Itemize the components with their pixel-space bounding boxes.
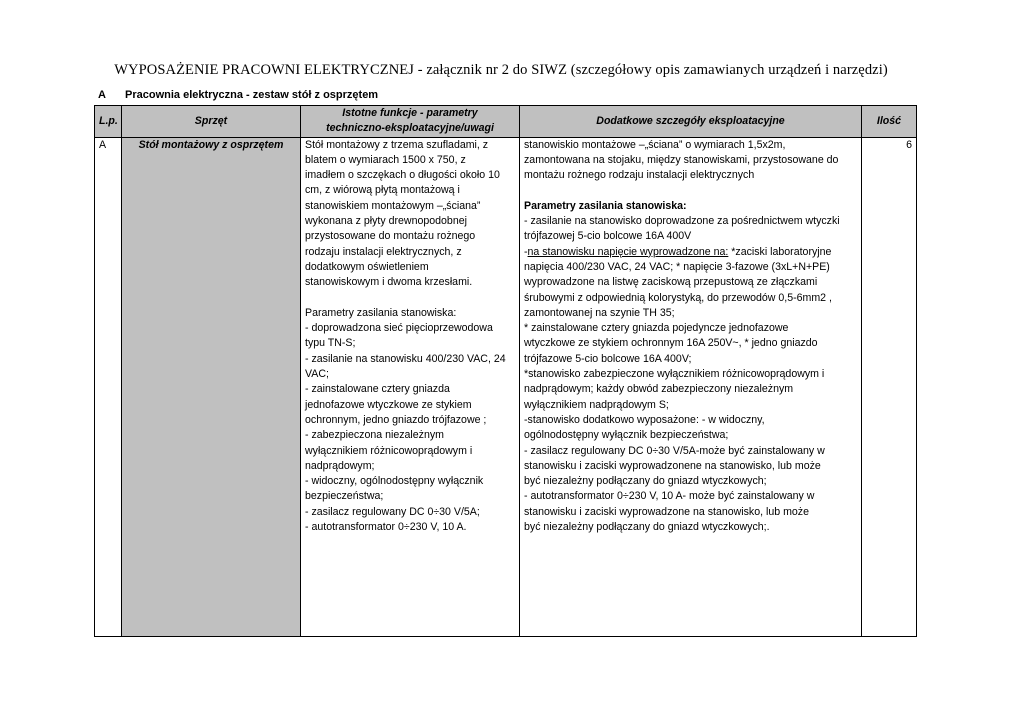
details-line: zamontowanej na szynie TH 35; [524, 306, 675, 319]
details-line: - autotransformator 0÷230 V, 10 A- może być zainstalowany w [524, 490, 815, 503]
functions-line: - zasilacz regulowany DC 0÷30 V/5A; [305, 505, 480, 518]
row-item: Stół montażowy z osprzętem [122, 137, 301, 636]
row-functions [301, 137, 520, 636]
details-line: wtyczkowe ze stykiem ochronnym 16A 250V~, * jedno gniazdo [524, 337, 818, 350]
functions-line: - autotransformator 0÷230 V, 10 A. [305, 521, 467, 534]
functions-line: imadłem o szczękach o długości około 10 [305, 169, 500, 182]
details-line: śrubowymi z odpowiednią kolorystyką, do przewodów 0,5-6mm2 , [524, 291, 832, 304]
details-line: trójfazowe 5-cio bolcowe 16A 400V; [524, 352, 692, 365]
functions-spacer [305, 291, 515, 306]
details-line: -stanowisko dodatkowo wyposażone: - w widoczny, [524, 413, 765, 426]
details-line: wyłącznikiem nadprądowym S; [524, 398, 669, 411]
functions-line: typu TN-S; [305, 337, 356, 350]
details-underline-suffix: *zaciski laboratoryjne [728, 245, 832, 258]
functions-line: blatem o wymiarach 1500 x 750, z [305, 153, 466, 166]
header-item: Sprzęt [122, 106, 301, 138]
functions-line: - zainstalowane cztery gniazda [305, 383, 450, 396]
row-qty: 6 [862, 137, 917, 636]
details-spacer [524, 183, 857, 198]
functions-line: cm, z wiórową płytą montażową i [305, 184, 460, 197]
details-line: * zainstalowane cztery gniazda pojedyncze jednofazowe [524, 322, 789, 335]
header-details: Dodatkowe szczegóły eksploatacyjne [520, 106, 862, 138]
details-line: stanowiskio montażowe –„ściana” o wymiarach 1,5x2m, [524, 138, 786, 151]
functions-line: dodatkowym oświetleniem [305, 260, 429, 273]
functions-line: - doprowadzona sieć pięcioprzewodowa [305, 322, 493, 335]
functions-line: - zabezpieczona niezależnym [305, 429, 444, 442]
functions-line: wyłącznikiem różnicowoprądowym i [305, 444, 473, 457]
details-line: stanowisku i zaciski wyprowadzonene na stanowisko, lub może [524, 459, 821, 472]
details-line: trójfazowej 5-cio bolcowe 16A 400V [524, 230, 692, 243]
page-title: WYPOSAŻENIE PRACOWNI ELEKTRYCZNEJ - załącznik nr 2 do SIWZ (szczegółowy opis zamawianych urządzeń i narzędzi) [114, 62, 888, 78]
functions-line: stanowiskiem montażowym –„ściana” [305, 199, 481, 212]
functions-line: rodzaju instalacji elektrycznych, z [305, 245, 462, 258]
functions-line: wykonana z płyty drewnopodobnej [305, 215, 467, 228]
details-line: być niezależny podłączany do gniazd wtyczkowych; [524, 475, 767, 488]
details-underline-prefix: - [524, 245, 528, 258]
functions-line: bezpieczeństwa; [305, 490, 384, 503]
functions-line: Parametry zasilania stanowiska: [305, 306, 457, 319]
header-functions-line1: Istotne funkcje - parametry [342, 107, 478, 119]
functions-line: - widoczny, ogólnodostępny wyłącznik [305, 475, 484, 488]
functions-line: Stół montażowy z trzema szufladami, z [305, 138, 489, 151]
equipment-table [94, 105, 917, 637]
header-lp: L.p. [95, 106, 122, 138]
functions-line: przystosowane do montażu rożnego [305, 230, 476, 243]
details-line: zamontowana na stojaku, między stanowiskami, przystosowane do [524, 153, 839, 166]
functions-line: nadprądowym; [305, 459, 375, 472]
header-qty: Ilość [862, 106, 917, 138]
details-line: - zasilacz regulowany DC 0÷30 V/5A-może być zainstalowany w [524, 444, 825, 457]
functions-line: stanowiskowym i dwoma krzesłami. [305, 276, 473, 289]
functions-line: - zasilanie na stanowisku 400/230 VAC, 24 [305, 352, 506, 365]
details-line: *stanowisko zabezpieczone wyłącznikiem różnicowoprądowym i [524, 368, 825, 381]
functions-line: VAC; [305, 368, 329, 381]
details-line-underlined [524, 245, 857, 260]
details-underline-text: na stanowisku napięcie wyprowadzone na: [527, 245, 729, 258]
table-header-row [95, 106, 917, 138]
header-functions [301, 106, 520, 138]
details-line: wyprowadzone na listwę zaciskową przepustową ze złączkami [524, 276, 818, 289]
functions-line: jednofazowe wtyczkowe ze stykiem [305, 398, 472, 411]
section-heading [98, 89, 378, 101]
section-name: Pracownia elektryczna - zestaw stół z osprzętem [125, 89, 379, 101]
details-line: stanowisku i zaciski wyprowadzone na stanowisko, lub może [524, 505, 809, 518]
row-lp: A [95, 137, 122, 636]
details-line: ogólnodostępny wyłącznik bezpieczeństwa; [524, 429, 729, 442]
details-heading: Parametry zasilania stanowiska: [524, 199, 687, 212]
details-line: montażu rożnego rodzaju instalacji elektrycznych [524, 169, 755, 182]
header-functions-line2: techniczno-eksploatacyjne/uwagi [326, 122, 494, 135]
section-letter: A [98, 89, 106, 101]
details-line: napięcia 400/230 VAC, 24 VAC; * napięcie 3-fazowe (3xL+N+PE) [524, 260, 830, 273]
functions-line: ochronnym, jedno gniazdo trójfazowe ; [305, 413, 487, 426]
details-line: - zasilanie na stanowisko doprowadzone za pośrednictwem wtyczki [524, 215, 840, 228]
row-details [520, 137, 862, 636]
table-row [95, 137, 917, 636]
details-line: być niezależny podłączany do gniazd wtyczkowych;. [524, 521, 770, 534]
details-line: nadprądowym; każdy obwód zabezpieczony niezależnym [524, 383, 794, 396]
